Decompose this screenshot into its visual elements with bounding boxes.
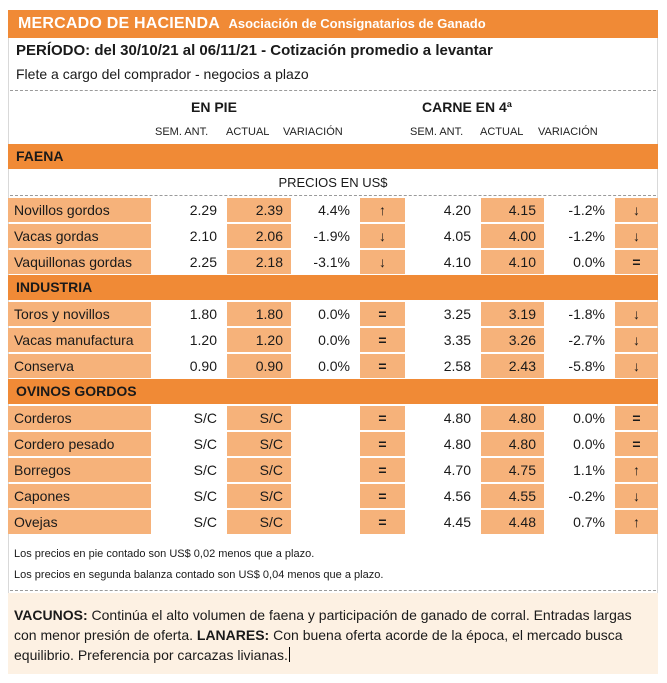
carne-trend-icon: = [615, 432, 658, 456]
pie-variation: 0.0% [293, 328, 358, 352]
table-row [8, 249, 658, 275]
carne-previous-week: 4.80 [407, 432, 479, 456]
carne-current: 4.75 [481, 458, 544, 482]
carne-trend-icon: ↓ [615, 224, 658, 248]
pie-trend-icon: = [360, 432, 405, 456]
carne-trend-icon: ↓ [615, 302, 658, 326]
report-title: MERCADO DE HACIENDA [18, 15, 221, 32]
carne-previous-week: 4.56 [407, 484, 479, 508]
divider [10, 90, 656, 91]
carne-variation: 0.0% [546, 250, 613, 274]
group-en-pie: EN PIE [191, 99, 237, 115]
carne-current: 4.80 [481, 432, 544, 456]
carne-previous-week: 4.10 [407, 250, 479, 274]
carne-trend-icon: = [615, 250, 658, 274]
table-row [8, 483, 658, 509]
carne-current: 3.26 [481, 328, 544, 352]
table-row [8, 223, 658, 249]
carne-current: 4.80 [481, 406, 544, 430]
lanares-label: LANARES: [196, 627, 270, 643]
carne-variation: 1.1% [546, 458, 613, 482]
table-row [8, 197, 658, 223]
pie-variation [293, 406, 358, 430]
carne-previous-week: 2.58 [407, 354, 479, 378]
flete-line: Flete a cargo del comprador - negocios a plazo [16, 66, 309, 82]
table-row [8, 431, 658, 457]
pie-variation: -3.1% [293, 250, 358, 274]
pie-previous-week: S/C [153, 484, 225, 508]
carne-previous-week: 3.35 [407, 328, 479, 352]
pie-variation: 4.4% [293, 198, 358, 222]
table-row [8, 301, 658, 327]
pie-variation [293, 510, 358, 534]
pie-current: S/C [227, 458, 291, 482]
row-label: Cordero pesado [8, 432, 151, 456]
pie-current: 1.20 [227, 328, 291, 352]
carne-previous-week: 3.25 [407, 302, 479, 326]
section-header-ovinos: OVINOS GORDOS [8, 379, 658, 404]
carne-variation: -1.2% [546, 198, 613, 222]
pie-previous-week: 2.29 [153, 198, 225, 222]
carne-trend-icon: ↓ [615, 484, 658, 508]
footnote: Los precios en segunda balanza contado son US$ 0,04 menos que a plazo. [14, 569, 384, 581]
table-row [8, 353, 658, 379]
footnote: Los precios en pie contado son US$ 0,02 menos que a plazo. [14, 548, 315, 560]
carne-variation: -1.2% [546, 224, 613, 248]
row-label: Vacas gordas [8, 224, 151, 248]
pie-previous-week: 2.25 [153, 250, 225, 274]
pie-previous-week: 2.10 [153, 224, 225, 248]
carne-variation: -0.2% [546, 484, 613, 508]
pie-variation [293, 458, 358, 482]
carne-trend-icon: ↓ [615, 198, 658, 222]
row-label: Corderos [8, 406, 151, 430]
row-label: Vaquillonas gordas [8, 250, 151, 274]
vacunos-label: VACUNOS: [14, 607, 88, 623]
pie-trend-icon: = [360, 458, 405, 482]
section-header-industria: INDUSTRIA [8, 275, 658, 300]
price-unit-label: PRECIOS EN US$ [278, 175, 388, 190]
pie-current: S/C [227, 510, 291, 534]
carne-variation: -1.8% [546, 302, 613, 326]
pie-variation: -1.9% [293, 224, 358, 248]
carne-previous-week: 4.45 [407, 510, 479, 534]
divider [10, 195, 656, 196]
col-header: SEM. ANT. [410, 126, 464, 138]
pie-previous-week: 1.20 [153, 328, 225, 352]
pie-trend-icon: = [360, 354, 405, 378]
pie-previous-week: 1.80 [153, 302, 225, 326]
report-subtitle: Asociación de Consignatarios de Ganado [228, 16, 486, 31]
carne-variation: 0.7% [546, 510, 613, 534]
carne-current: 3.19 [481, 302, 544, 326]
carne-previous-week: 4.80 [407, 406, 479, 430]
period-line: PERÍODO: del 30/10/21 al 06/11/21 - Cotización promedio a levantar [16, 42, 493, 59]
pie-trend-icon: ↓ [360, 250, 405, 274]
carne-previous-week: 4.70 [407, 458, 479, 482]
row-label: Capones [8, 484, 151, 508]
row-label: Novillos gordos [8, 198, 151, 222]
pie-current: S/C [227, 406, 291, 430]
carne-trend-icon: ↑ [615, 458, 658, 482]
carne-variation: 0.0% [546, 432, 613, 456]
carne-previous-week: 4.20 [407, 198, 479, 222]
table-row [8, 509, 658, 535]
pie-trend-icon: = [360, 302, 405, 326]
vacunos-text: Continúa el alto volumen de faena y participación de ganado de corral. Entradas largas con menor presión de oferta. [14, 607, 632, 643]
table-row [8, 327, 658, 353]
pie-current: 2.39 [227, 198, 291, 222]
carne-variation: -5.8% [546, 354, 613, 378]
col-header: ACTUAL [480, 126, 524, 138]
pie-previous-week: S/C [153, 510, 225, 534]
row-label: Ovejas [8, 510, 151, 534]
text-cursor [289, 647, 290, 662]
carne-variation: -2.7% [546, 328, 613, 352]
carne-trend-icon: ↑ [615, 510, 658, 534]
pie-current: 2.18 [227, 250, 291, 274]
lanares-text: Con buena oferta acorde de la época, el mercado busca equilibrio. Preferencia por carcazas livianas. [14, 627, 623, 663]
pie-current: S/C [227, 432, 291, 456]
col-header: SEM. ANT. [155, 126, 209, 138]
pie-trend-icon: = [360, 328, 405, 352]
carne-current: 4.15 [481, 198, 544, 222]
market-comment[interactable] [8, 593, 658, 674]
divider [10, 590, 656, 591]
col-header: VARIACIÓN [538, 126, 598, 138]
pie-previous-week: S/C [153, 406, 225, 430]
col-header: ACTUAL [226, 126, 270, 138]
carne-trend-icon: ↓ [615, 328, 658, 352]
group-carne: CARNE EN 4ª [422, 99, 512, 115]
carne-previous-week: 4.05 [407, 224, 479, 248]
pie-variation: 0.0% [293, 354, 358, 378]
carne-trend-icon: ↓ [615, 354, 658, 378]
section-header-faena: FAENA [8, 144, 658, 169]
pie-trend-icon: ↓ [360, 224, 405, 248]
pie-current: 2.06 [227, 224, 291, 248]
pie-previous-week: S/C [153, 432, 225, 456]
pie-variation [293, 432, 358, 456]
pie-previous-week: S/C [153, 458, 225, 482]
carne-trend-icon: = [615, 406, 658, 430]
title-bar [8, 10, 658, 38]
carne-current: 4.55 [481, 484, 544, 508]
pie-trend-icon: = [360, 406, 405, 430]
pie-previous-week: 0.90 [153, 354, 225, 378]
pie-current: 1.80 [227, 302, 291, 326]
row-label: Toros y novillos [8, 302, 151, 326]
col-header: VARIACIÓN [283, 126, 343, 138]
table-row [8, 457, 658, 483]
carne-current: 4.48 [481, 510, 544, 534]
row-label: Conserva [8, 354, 151, 378]
carne-variation: 0.0% [546, 406, 613, 430]
row-label: Borregos [8, 458, 151, 482]
pie-current: 0.90 [227, 354, 291, 378]
carne-current: 2.43 [481, 354, 544, 378]
carne-current: 4.00 [481, 224, 544, 248]
row-label: Vacas manufactura [8, 328, 151, 352]
pie-variation [293, 484, 358, 508]
pie-trend-icon: ↑ [360, 198, 405, 222]
pie-trend-icon: = [360, 484, 405, 508]
pie-trend-icon: = [360, 510, 405, 534]
pie-current: S/C [227, 484, 291, 508]
table-row [8, 405, 658, 431]
carne-current: 4.10 [481, 250, 544, 274]
pie-variation: 0.0% [293, 302, 358, 326]
